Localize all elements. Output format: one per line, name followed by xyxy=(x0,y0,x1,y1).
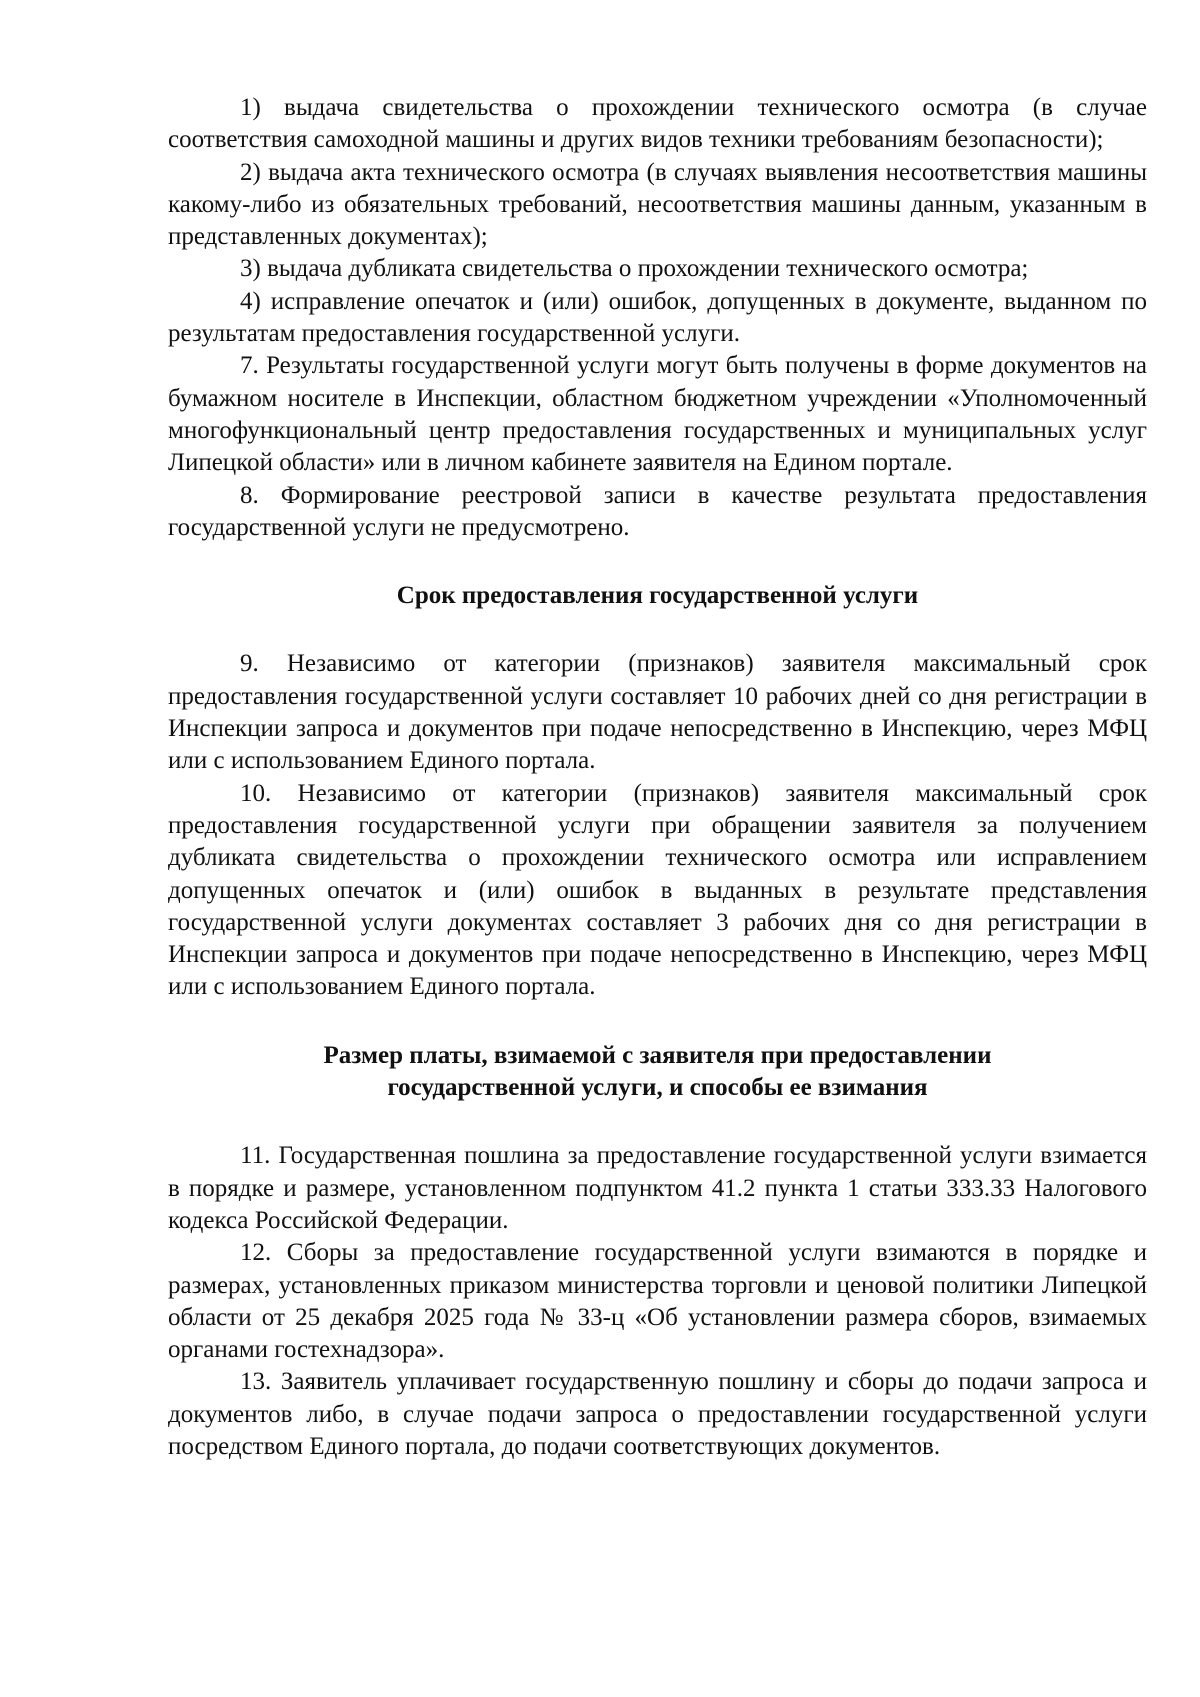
section-heading-fees-line-1: Размер платы, взимаемой с заявителя при предоставлении xyxy=(323,1041,992,1069)
list-item-1: 1) выдача свидетельства о прохождении технического осмотра (в случае соответствия самоходной машины и других видов техники требованиям безопасности); xyxy=(168,94,1147,154)
paragraph-9: 9. Независимо от категории (признаков) заявителя максимальный срок предоставления государственной услуги составляет 10 рабочих дней со дня регистрации в Инспекции запроса и документов при подаче непосредственно в Инспекцию, через МФЦ или с использованием Единого портала. xyxy=(168,650,1147,775)
section-heading-term-text: Срок предоставления государственной услуги xyxy=(396,582,919,610)
list-item-4: 4) исправление опечаток и (или) ошибок, допущенных в документе, выданном по результатам предоставления государственной услуги. xyxy=(168,287,1147,348)
list-item-3: 3) выдача дубликата свидетельства о прохождении технического осмотра; xyxy=(240,255,1029,283)
paragraph-7: 7. Результаты государственной услуги могут быть получены в форме документов на бумажном носителе в Инспекции, областном бюджетном учреждении «Уполномоченный многофункциональный центр предоставления государственных и муниципальных услуг Липецкой области» или в личном кабинете заявителя на Едином портале. xyxy=(168,352,1147,477)
paragraph-8: 8. Формирование реестровой записи в качестве результата предоставления государственной услуги не предусмотрено. xyxy=(168,481,1147,541)
paragraph-12: 12. Сборы за предоставление государственной услуги взимаются в порядке и размерах, установленных приказом министерства торговли и ценовой политики Липецкой области от 25 декабря 2025 года № 33-ц «Об установлении размера сборов, взимаемых органами гостехнадзора». xyxy=(168,1239,1147,1364)
paragraph-13: 13. Заявитель уплачивает государственную пошлину и сборы до подачи запроса и документов либо, в случае подачи запроса о предоставлении государственной услуги посредством Единого портала, до подачи соответствующих документов. xyxy=(168,1368,1147,1460)
section-heading-fees-line-2: государственной услуги, и способы ее взимания xyxy=(387,1074,928,1102)
list-item-2: 2) выдача акта технического осмотра (в случаях выявления несоответствия машины какому-либо из обязательных требований, несоответствия машины данным, указанным в представленных документах); xyxy=(168,158,1147,251)
paragraph-10: 10. Независимо от категории (признаков) заявителя максимальный срок предоставления государственной услуги при обращении заявителя за получением дубликата свидетельства о прохождении технического осмотра или исправлением допущенных опечаток и (или) ошибок в выданных в результате представления государственной услуги документах составляет 3 рабочих дня со дня регистрации в Инспекции запроса и документов при подаче непосредственно в Инспекцию, через МФЦ или с использованием Единого портала. xyxy=(168,779,1147,1001)
section-heading-term xyxy=(168,580,1147,612)
section-heading-fees xyxy=(168,1040,1147,1105)
paragraph-11: 11. Государственная пошлина за предоставление государственной услуги взимается в порядке и размере, установленном подпунктом 41.2 пункта 1 статьи 333.33 Налогового кодекса Российской Федерации. xyxy=(168,1142,1147,1234)
